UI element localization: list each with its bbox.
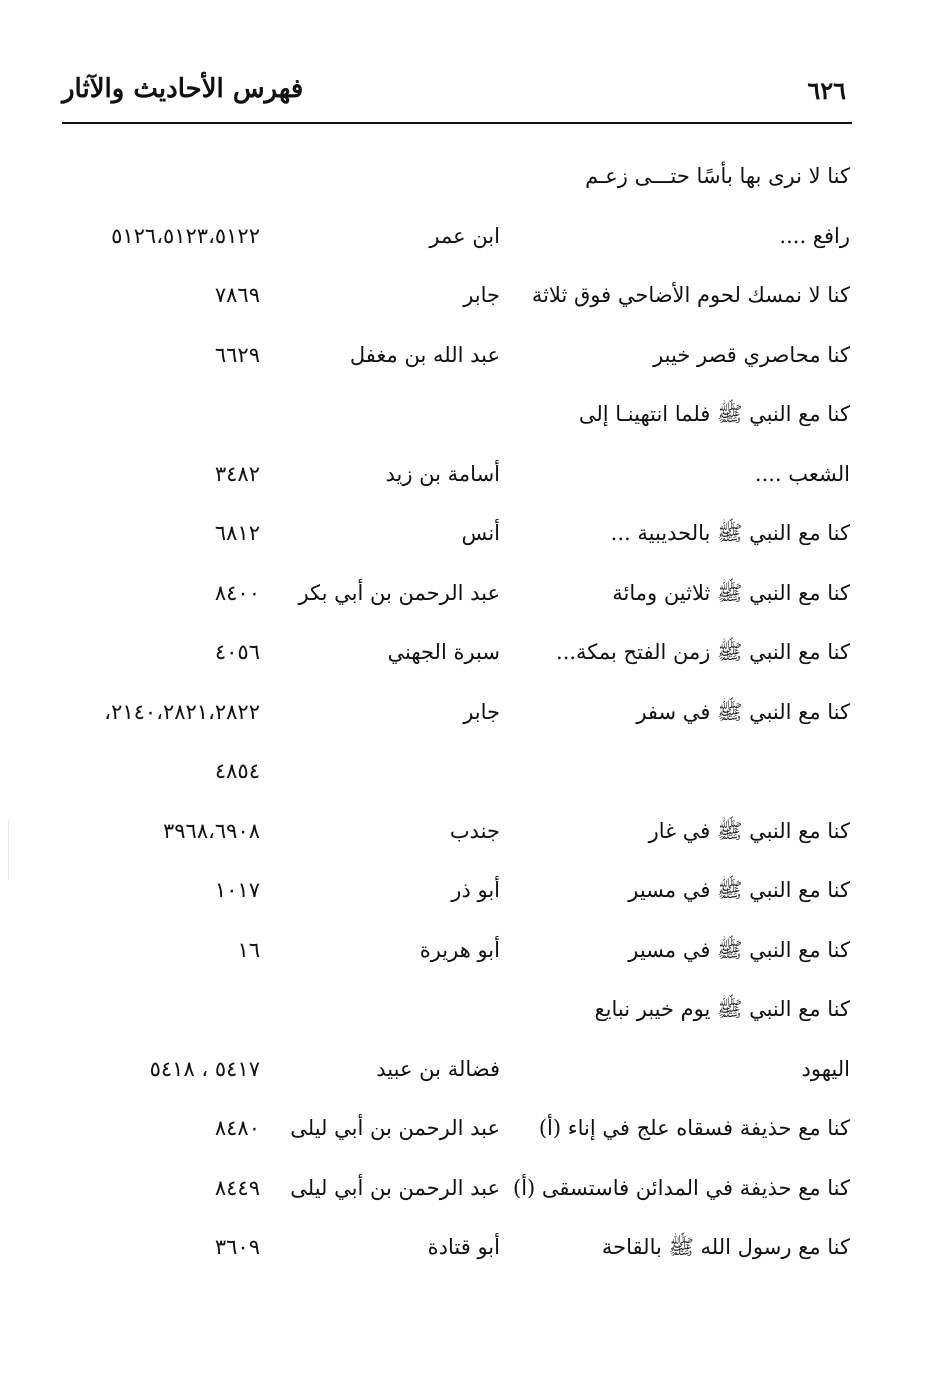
reference-numbers: ٣٩٦٨،٦٩٠٨ xyxy=(162,818,260,843)
hadith-text: اليهود xyxy=(801,1056,850,1081)
reference-numbers: ٥٤١٧ ، ٥٤١٨ xyxy=(149,1056,260,1081)
index-entry xyxy=(0,567,932,627)
reference-numbers: ١٠١٧ xyxy=(214,878,260,902)
hadith-text: رافع .... xyxy=(779,223,850,248)
index-entry xyxy=(0,745,932,805)
hadith-text: كنا مع رسول الله ﷺ بالقاحة xyxy=(601,1235,850,1259)
index-entry xyxy=(0,1043,932,1103)
reference-numbers: ٤٠٥٦ xyxy=(214,640,260,664)
hadith-text: كنا مع النبي ﷺ بالحديبية ... xyxy=(610,521,850,545)
narrator-name: جابر xyxy=(463,699,500,724)
narrator-name: أبو هريرة xyxy=(419,937,500,962)
reference-numbers: ٦٨١٢ xyxy=(214,521,260,545)
narrator-name: فضالة بن عبيد xyxy=(376,1056,500,1081)
narrator-name: عبد الرحمن بن أبي بكر xyxy=(298,580,500,605)
reference-numbers: ٦٦٢٩ xyxy=(214,342,260,367)
index-entry xyxy=(0,924,932,984)
hadith-text: كنا مع النبي ﷺ في سفر xyxy=(636,699,850,724)
hadith-text: كنا محاصري قصر خيبر xyxy=(653,342,850,367)
narrator-name: عبد الرحمن بن أبي ليلى xyxy=(290,1175,500,1200)
hadith-text: كنا مع النبي ﷺ في مسير xyxy=(628,878,850,902)
narrator-name: جندب xyxy=(449,818,500,843)
index-entry xyxy=(0,329,932,389)
reference-numbers: ١٦ xyxy=(237,937,260,962)
hadith-index-list xyxy=(0,150,932,1281)
reference-numbers: ٣٦٠٩ xyxy=(214,1235,260,1259)
index-entry xyxy=(0,864,932,924)
reference-numbers: ٥١٢٦،٥١٢٣،٥١٢٢ xyxy=(111,223,260,248)
reference-numbers: ٢١٤٠،٢٨٢١،٢٨٢٢، xyxy=(104,699,260,724)
index-entry xyxy=(0,507,932,567)
hadith-text: الشعب .... xyxy=(754,461,850,486)
hadith-text: كنا مع النبي ﷺ فلما انتهينـا إلى xyxy=(578,402,850,426)
hadith-text: كنا مع النبي ﷺ زمن الفتح بمكة... xyxy=(556,640,850,664)
index-entry xyxy=(0,686,932,746)
reference-numbers: ٨٤٠٠ xyxy=(214,580,260,605)
page-number: ٦٢٦ xyxy=(807,76,846,105)
hadith-text: كنا مع حذيفة في المدائن فاستسقى (أ) xyxy=(513,1175,850,1200)
index-entry xyxy=(0,1162,932,1222)
narrator-name: أبو قتادة xyxy=(427,1235,500,1259)
page-header xyxy=(62,70,852,120)
scan-edge-mark xyxy=(8,820,9,880)
index-entry xyxy=(0,388,932,448)
narrator-name: أبو ذر xyxy=(451,878,500,902)
hadith-text: كنا مع النبي ﷺ ثلاثين ومائة xyxy=(612,580,850,605)
header-rule xyxy=(62,122,852,124)
index-entry xyxy=(0,1221,932,1281)
narrator-name: سبرة الجهني xyxy=(387,640,500,664)
reference-numbers: ٧٨٦٩ xyxy=(214,283,260,307)
hadith-text: كنا لا نرى بها بأسًا حتـــى زعـم xyxy=(585,164,850,188)
narrator-name: عبد الرحمن بن أبي ليلى xyxy=(290,1116,500,1140)
reference-numbers: ٨٤٤٩ xyxy=(214,1175,260,1200)
index-entry xyxy=(0,805,932,865)
hadith-text: كنا لا نمسك لحوم الأضاحي فوق ثلاثة xyxy=(531,283,850,307)
reference-numbers: ٤٨٥٤ xyxy=(214,759,260,783)
running-title: فهرس الأحاديث والآثار xyxy=(62,74,304,104)
narrator-name: ابن عمر xyxy=(429,223,500,248)
reference-numbers: ٣٤٨٢ xyxy=(214,461,260,486)
reference-numbers: ٨٤٨٠ xyxy=(214,1116,260,1140)
hadith-text: كنا مع حذيفة فسقاه علج في إناء (أ) xyxy=(538,1116,850,1140)
narrator-name: أسامة بن زيد xyxy=(385,461,500,486)
index-entry xyxy=(0,626,932,686)
narrator-name: أنس xyxy=(461,521,500,545)
index-entry xyxy=(0,150,932,210)
narrator-name: جابر xyxy=(463,283,500,307)
index-entry xyxy=(0,210,932,270)
narrator-name: عبد الله بن مغفل xyxy=(349,342,500,367)
index-entry xyxy=(0,1102,932,1162)
hadith-text: كنا مع النبي ﷺ في غار xyxy=(648,818,850,843)
index-entry xyxy=(0,448,932,508)
hadith-text: كنا مع النبي ﷺ يوم خيبر نبايع xyxy=(594,997,850,1021)
index-entry xyxy=(0,269,932,329)
hadith-text: كنا مع النبي ﷺ في مسير xyxy=(628,937,850,962)
index-entry xyxy=(0,983,932,1043)
